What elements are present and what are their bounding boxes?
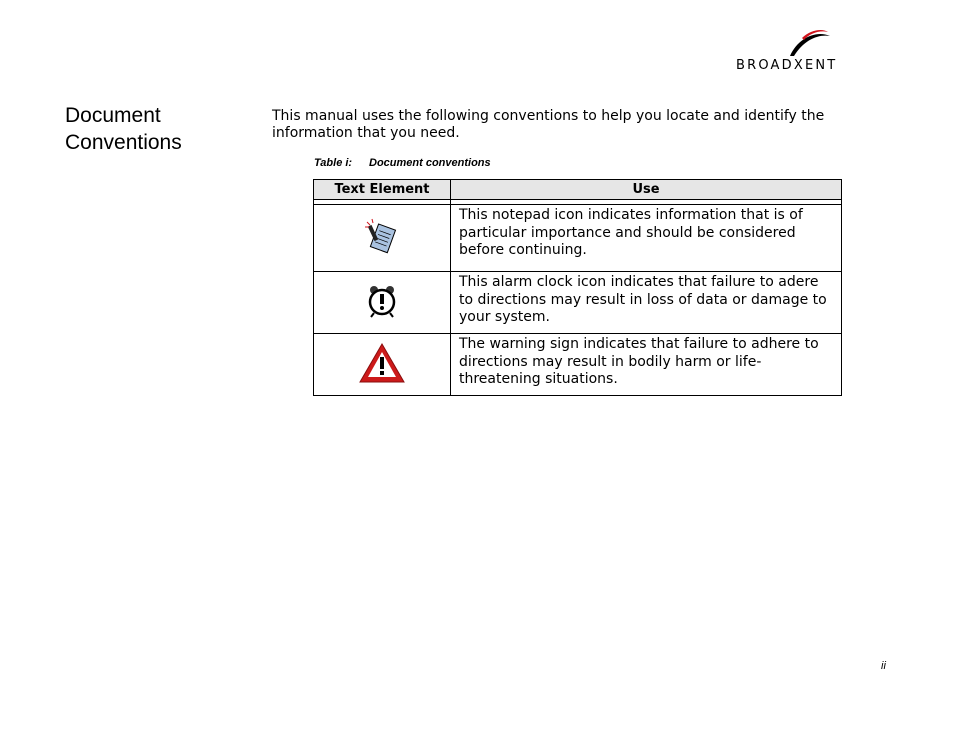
table-cell-icon — [314, 272, 451, 334]
table-header-row — [314, 180, 842, 200]
section-title-line1: Document — [65, 104, 161, 127]
table-cell-icon — [314, 334, 451, 396]
table-cell-use: This notepad icon indicates information that is of particular importance and should be considered before continuing. — [451, 205, 842, 272]
table-cell-icon — [314, 205, 451, 272]
conventions-table — [313, 179, 842, 396]
page-number: ii — [881, 660, 886, 672]
table-row — [314, 334, 842, 396]
column-header-use: Use — [451, 180, 842, 200]
intro-paragraph: This manual uses the following conventions to help you locate and identify the information that you need. — [272, 108, 825, 141]
table-caption — [314, 157, 491, 169]
section-title-line2: Conventions — [65, 131, 182, 154]
logo-swoosh-icon — [788, 28, 832, 58]
table-caption-number: Table i: — [314, 157, 353, 169]
alarm-clock-icon — [365, 283, 399, 319]
notepad-icon — [362, 216, 402, 256]
table-caption-title: Document conventions — [369, 157, 491, 169]
warning-icon — [358, 342, 406, 384]
column-header-text-element: Text Element — [314, 180, 451, 200]
table-row — [314, 272, 842, 334]
table-row — [314, 205, 842, 272]
section-title — [65, 102, 245, 156]
broadxent-logo — [736, 28, 882, 74]
table-cell-use: The warning sign indicates that failure to adhere to directions may result in bodily harm or life-threatening situations. — [451, 334, 842, 396]
logo-text: BROADXENT — [736, 58, 838, 73]
table-cell-use: This alarm clock icon indicates that failure to adere to directions may result in loss of data or damage to your system. — [451, 272, 842, 334]
